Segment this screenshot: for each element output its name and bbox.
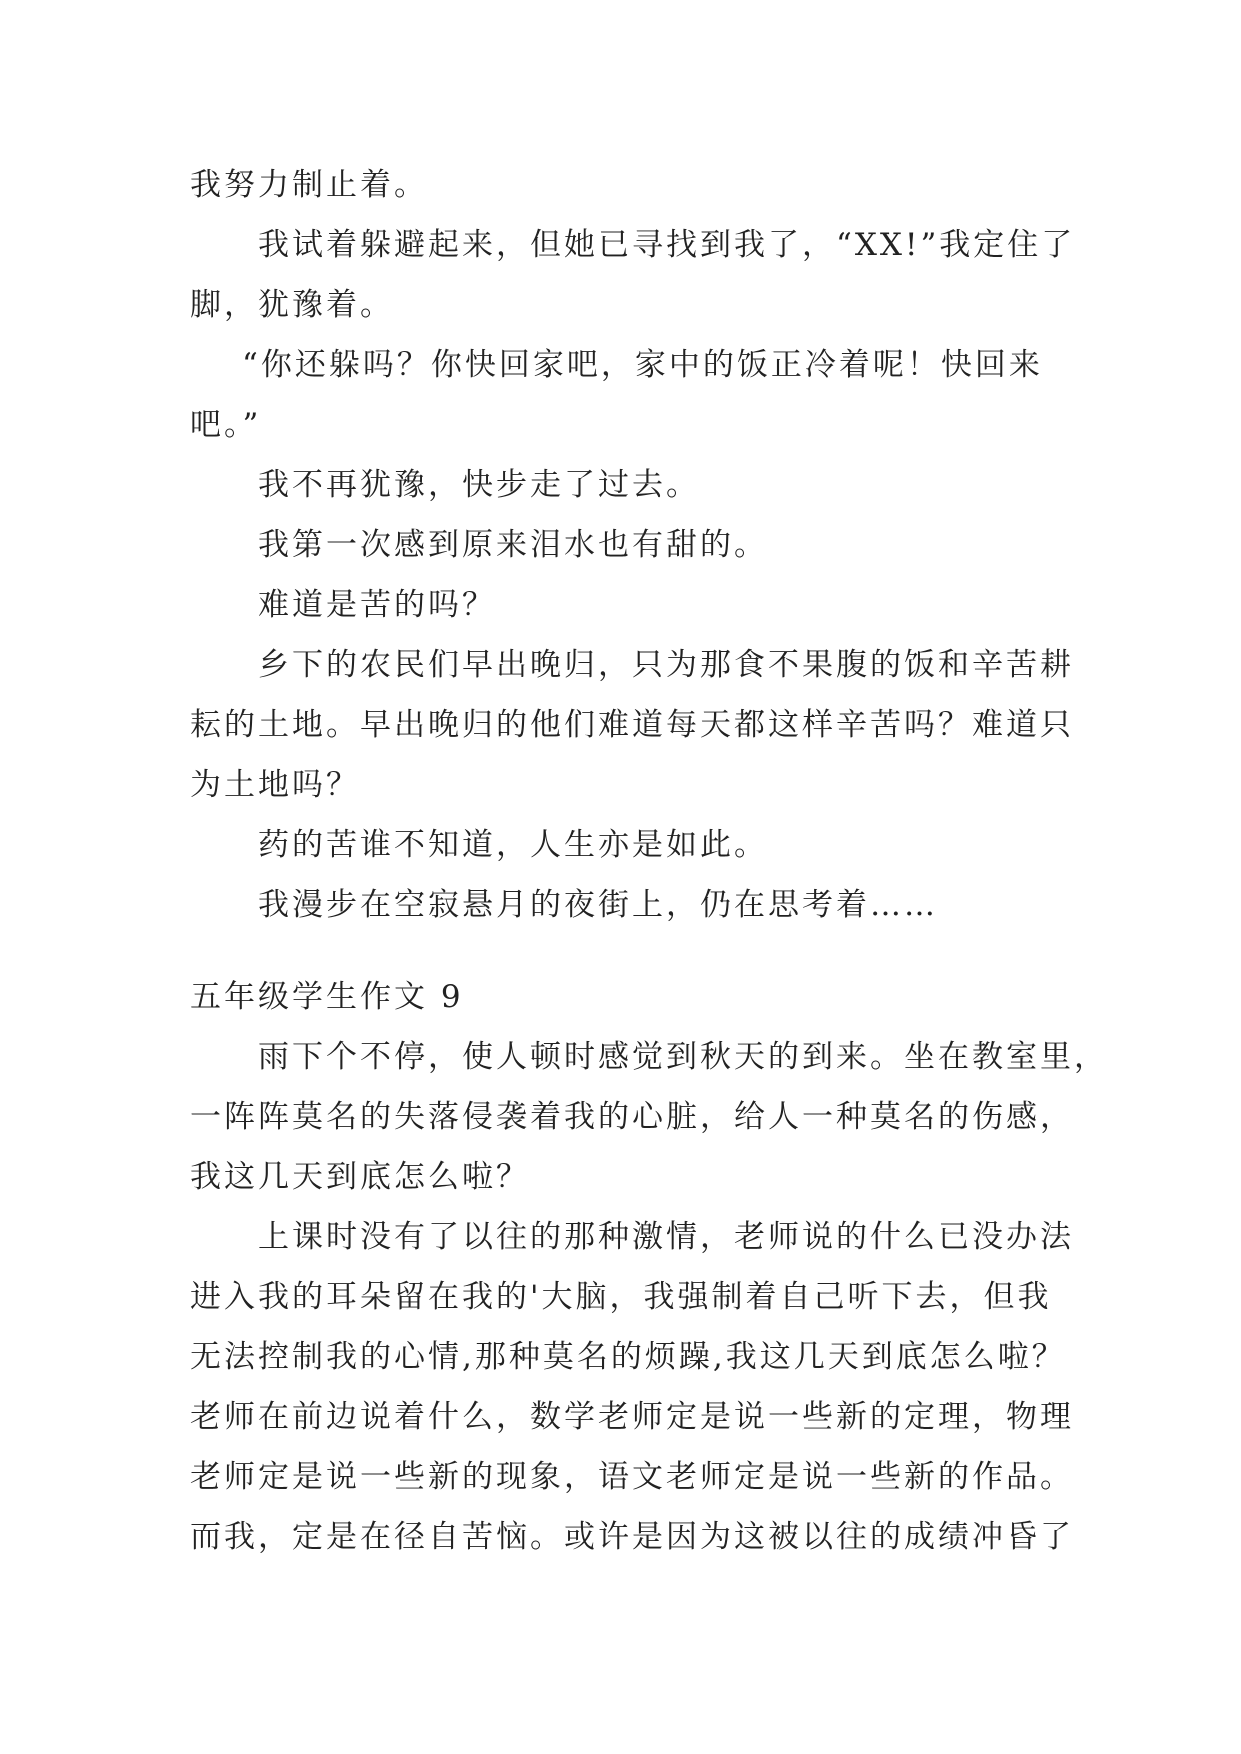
- paragraph-line: 无法控制我的心情,那种莫名的烦躁,我这几天到底怎么啦？: [190, 1339, 1066, 1375]
- paragraph-line: 脚，犹豫着。: [190, 287, 394, 323]
- paragraph-line: 我不再犹豫，快步走了过去。: [258, 467, 700, 503]
- paragraph-line: 药的苦谁不知道，人生亦是如此。: [258, 827, 768, 863]
- paragraph-line: 上课时没有了以往的那种激情，老师说的什么已没办法: [258, 1219, 1074, 1255]
- paragraph-line: 老师在前边说着什么，数学老师定是说一些新的定理，物理: [190, 1399, 1074, 1435]
- paragraph-line: 我努力制止着。: [190, 167, 428, 203]
- paragraph-line: 我漫步在空寂悬月的夜街上，仍在思考着……: [258, 887, 938, 923]
- paragraph-line: 而我，定是在径自苦恼。或许是因为这被以往的成绩冲昏了: [190, 1519, 1074, 1555]
- paragraph-line: 老师定是说一些新的现象，语文老师定是说一些新的作品。: [190, 1459, 1074, 1495]
- paragraph-line: 吧。”: [190, 407, 262, 443]
- paragraph-line: “你还躲吗？你快回家吧，家中的饭正冷着呢！快回来: [242, 347, 1043, 383]
- paragraph-line: 为土地吗？: [190, 767, 360, 803]
- paragraph-line: 耘的土地。早出晚归的他们难道每天都这样辛苦吗？难道只: [190, 707, 1074, 743]
- paragraph-line: 一阵阵莫名的失落侵袭着我的心脏，给人一种莫名的伤感，: [190, 1099, 1074, 1135]
- paragraph-line: 进入我的耳朵留在我的'大脑，我强制着自己听下去，但我: [190, 1279, 1052, 1315]
- paragraph-line: 我第一次感到原来泪水也有甜的。: [258, 527, 768, 563]
- paragraph-line: 雨下个不停，使人顿时感觉到秋天的到来。坐在教室里，: [258, 1039, 1108, 1075]
- paragraph-line: 我这几天到底怎么啦？: [190, 1159, 530, 1195]
- essay-continued-section: [190, 155, 1076, 935]
- essay-title: 五年级学生作文 9: [190, 979, 464, 1015]
- paragraph-line: 乡下的农民们早出晚归，只为那食不果腹的饭和辛苦耕: [258, 647, 1074, 683]
- paragraph-line: 难道是苦的吗？: [258, 587, 496, 623]
- essay-9-section: [190, 967, 1108, 1567]
- paragraph-line: 我试着躲避起来，但她已寻找到我了，“XX!”我定住了: [258, 227, 1076, 263]
